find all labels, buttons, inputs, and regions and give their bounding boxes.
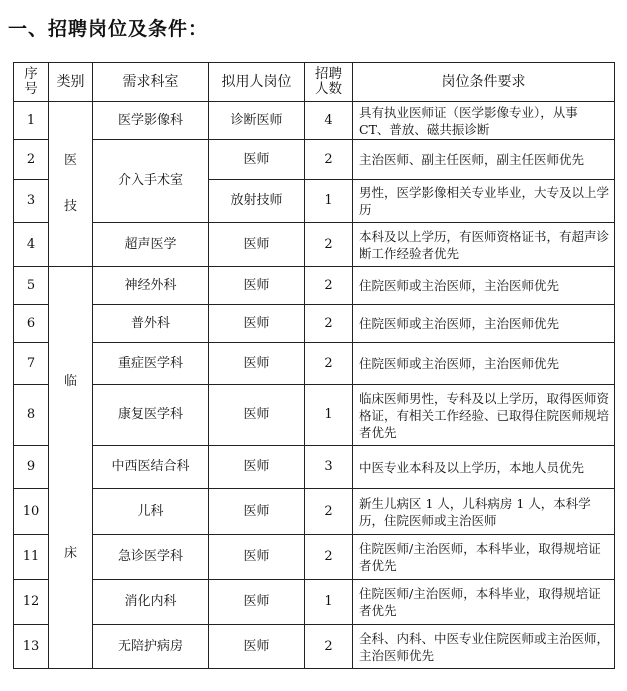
row-requirements: 全科、内科、中医专业住院医师或主治医师，主治医师优先 (353, 625, 615, 669)
row-requirements: 主治医师、副主任医师，副主任医师优先 (353, 140, 615, 180)
row-position: 医师 (209, 580, 305, 625)
row-position: 医师 (209, 140, 305, 180)
row-department: 康复医学科 (93, 385, 209, 446)
row-requirements: 新生儿病区 1 人，儿科病房 1 人，本科学历，住院医师或主治医师 (353, 489, 615, 535)
row-requirements: 具有执业医师证（医学影像专业），从事 CT、普放、磁共振诊断 (353, 102, 615, 140)
row-count: 2 (305, 535, 353, 580)
row-requirements: 住院医师或主治医师，主治医师优先 (353, 305, 615, 343)
row-position: 医师 (209, 489, 305, 535)
row-position: 医师 (209, 535, 305, 580)
table-row (14, 446, 615, 489)
row-position: 医师 (209, 385, 305, 446)
row-seq: 4 (14, 223, 49, 267)
recruitment-table (13, 62, 615, 669)
row-requirements: 住院医师/主治医师，本科毕业，取得规培证者优先 (353, 535, 615, 580)
category-clinical: 临 床 (49, 267, 93, 669)
row-position: 放射技师 (209, 180, 305, 223)
table-row (14, 102, 615, 140)
row-seq: 11 (14, 535, 49, 580)
table-row (14, 489, 615, 535)
row-seq: 7 (14, 343, 49, 385)
header-position: 拟用人岗位 (209, 63, 305, 102)
row-department: 中西医结合科 (93, 446, 209, 489)
table-row (14, 625, 615, 669)
row-requirements: 住院医师或主治医师，主治医师优先 (353, 267, 615, 305)
row-requirements: 住院医师/主治医师，本科毕业，取得规培证者优先 (353, 580, 615, 625)
row-count: 1 (305, 385, 353, 446)
row-seq: 1 (14, 102, 49, 140)
row-count: 1 (305, 580, 353, 625)
row-department: 消化内科 (93, 580, 209, 625)
row-department: 急诊医学科 (93, 535, 209, 580)
row-position: 医师 (209, 446, 305, 489)
row-position: 诊断医师 (209, 102, 305, 140)
row-department: 重症医学科 (93, 343, 209, 385)
row-count: 4 (305, 102, 353, 140)
row-position: 医师 (209, 223, 305, 267)
row-requirements: 本科及以上学历，有医师资格证书，有超声诊断工作经验者优先 (353, 223, 615, 267)
row-seq: 8 (14, 385, 49, 446)
row-seq: 3 (14, 180, 49, 223)
row-requirements: 住院医师或主治医师，主治医师优先 (353, 343, 615, 385)
row-count: 1 (305, 180, 353, 223)
table-row (14, 140, 615, 180)
row-seq: 13 (14, 625, 49, 669)
row-seq: 6 (14, 305, 49, 343)
table-row (14, 223, 615, 267)
header-requirements: 岗位条件要求 (353, 63, 615, 102)
header-category: 类别 (49, 63, 93, 102)
row-seq: 9 (14, 446, 49, 489)
row-position: 医师 (209, 267, 305, 305)
row-count: 2 (305, 343, 353, 385)
row-department: 医学影像科 (93, 102, 209, 140)
row-department: 超声医学 (93, 223, 209, 267)
table-row (14, 305, 615, 343)
row-requirements: 中医专业本科及以上学历，本地人员优先 (353, 446, 615, 489)
table-row (14, 267, 615, 305)
header-seq: 序 号 (14, 63, 49, 102)
header-count: 招聘 人数 (305, 63, 353, 102)
row-department: 介入手术室 (93, 140, 209, 223)
table-row (14, 535, 615, 580)
row-count: 2 (305, 223, 353, 267)
row-department: 无陪护病房 (93, 625, 209, 669)
row-count: 2 (305, 489, 353, 535)
row-count: 2 (305, 625, 353, 669)
row-count: 2 (305, 140, 353, 180)
row-position: 医师 (209, 625, 305, 669)
header-row (14, 63, 615, 102)
row-seq: 2 (14, 140, 49, 180)
row-seq: 10 (14, 489, 49, 535)
row-department: 儿科 (93, 489, 209, 535)
row-requirements: 临床医师男性，专科及以上学历，取得医师资格证，有相关工作经验、已取得住院医师规培者优先 (353, 385, 615, 446)
row-seq: 12 (14, 580, 49, 625)
section-heading: 一、招聘岗位及条件： (8, 18, 209, 40)
table-row (14, 580, 615, 625)
row-requirements: 男性，医学影像相关专业毕业，大专及以上学历 (353, 180, 615, 223)
table-row (14, 343, 615, 385)
row-position: 医师 (209, 343, 305, 385)
category-medtech: 医 技 (49, 102, 93, 267)
row-department: 普外科 (93, 305, 209, 343)
table-row (14, 385, 615, 446)
row-count: 2 (305, 267, 353, 305)
header-department: 需求科室 (93, 63, 209, 102)
row-seq: 5 (14, 267, 49, 305)
row-department: 神经外科 (93, 267, 209, 305)
row-position: 医师 (209, 305, 305, 343)
row-count: 3 (305, 446, 353, 489)
row-count: 2 (305, 305, 353, 343)
